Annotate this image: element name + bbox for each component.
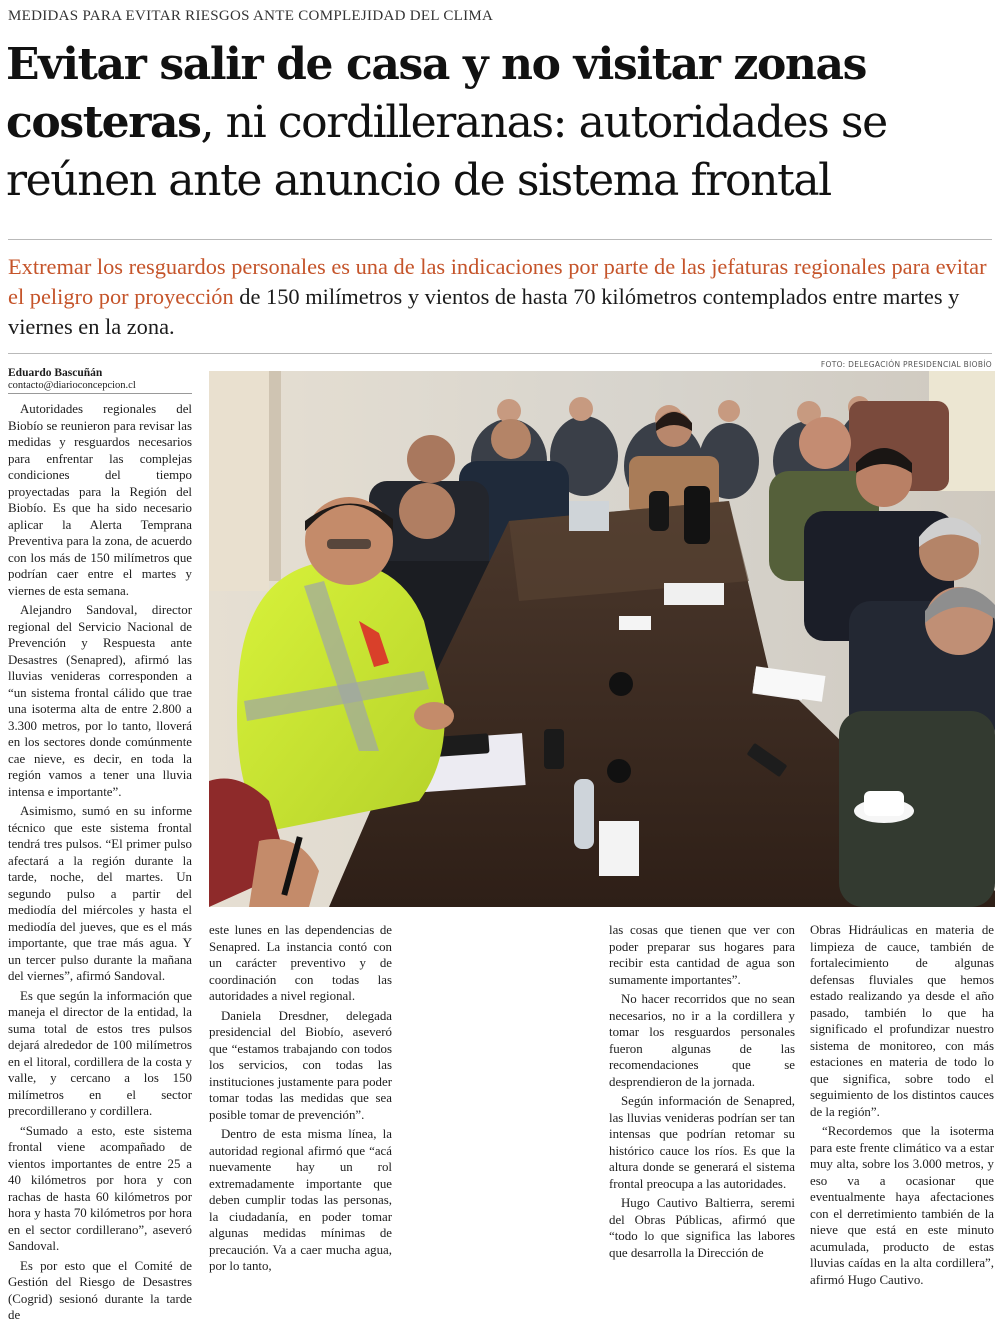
paragraph: Alejandro Sandoval, director regional del Servicio Nacional de Prevención y Respuesta ante Desastres (Senapred), afirmó las lluvias venideras corresponden a “un sistema frontal cálido que trae una isoterma alta de entre 2.800 a 3.300 metros, por lo tanto, lloverá en los sectores donde comúnmente cae nieve, es decir, en toda la región vamos a tener una lluvia intensa e importante”. — [8, 603, 192, 799]
paragraph: Según información de Senapred, las lluvias venideras podrían ser tan intensas que podrían retomar su histórico cauce los ríos. Es que la altura donde se generará el sistema frontal preocupa a las autoridades. — [609, 1094, 795, 1191]
deck-rest: de 150 milímetros y vientos de hasta 70 kilómetros contemplados entre martes y viernes en la zona. — [8, 284, 960, 339]
paragraph: Asimismo, sumó en su informe técnico que este sistema frontal tendrá tres pulsos. “El primer pulso afectará a la región durante la tarde, noche, del martes. Un segundo pulso a partir del mediodía del miércoles y hasta el mediodía del jueves, que es el más importante, que trae más agua. Y un tercer pulso durante la mañana del viernes”, afirmó Sandoval. — [8, 804, 192, 983]
article-column-4 — [810, 922, 994, 1291]
paragraph: “Recordemos que la isoterma para este frente climático va a estar muy alta, sobre los 3.000 metros, y eso va a ocasionar que eventualmente haya afectaciones con el derretimiento también de la nieve que está en este minuto acumulada, producto de estas lluvias caídas en la alta cordillera”, afirmó Hugo Cautivo. — [810, 1124, 994, 1287]
paragraph: Es por esto que el Comité de Gestión del Riesgo de Desastres (Cogrid) sesionó durante la tarde de — [8, 1258, 192, 1322]
deck — [8, 252, 993, 342]
headline — [6, 36, 996, 210]
paragraph: las cosas que tienen que ver con poder preparar sus hogares para recibir esta cantidad de agua son sumamente importantes”. — [609, 923, 795, 987]
meeting-photo — [209, 371, 995, 907]
paragraph: No hacer recorridos que no sean necesarios, no ir a la cordillera y tomar los resguardos personales fueron algunas de las recomendaciones que se desprendieron de la jornada. — [609, 992, 795, 1089]
section-kicker: MEDIDAS PARA EVITAR RIESGOS ANTE COMPLEJIDAD DEL CLIMA — [8, 8, 494, 24]
article-column-1 — [8, 401, 192, 1327]
article-column-2 — [209, 922, 392, 1278]
byline-divider — [8, 393, 192, 394]
headline-bold: Evitar salir de casa y no visitar zonas costeras — [6, 39, 866, 148]
paragraph: Autoridades regionales del Biobío se reunieron para revisar las medidas y resguardos necesarios para enfrentar las complejas condiciones del tiempo proyectadas para la Región del Biobío. Es que ha sido necesario aplicar la Alerta Temprana Preventiva para la zona, de acuerdo con los más de 150 milímetros que podrían caer entre el martes y viernes de esta semana. — [8, 402, 192, 598]
paragraph: este lunes en las dependencias de Senapred. La instancia contó con un carácter preventivo y de coordinación con todas las autoridades a nivel regional. — [209, 923, 392, 1003]
deck-divider — [8, 353, 992, 354]
paragraph: Daniela Dresdner, delegada presidencial del Biobío, aseveró que “estamos trabajando con todos los servicios, con todas las instituciones justamente para poder tomar todas las medidas que sea posible tomar de prevención”. — [209, 1008, 392, 1122]
byline-email[interactable]: contacto@diarioconcepcion.cl — [8, 380, 136, 391]
paragraph: “Sumado a esto, este sistema frontal viene acompañado de vientos importantes de entre 25 a 40 kilómetros por hora y con rachas de hasta 60 kilómetros por hora y hasta 70 kilómetros por hora en el sector cordillerano”, aseveró Sandoval. — [8, 1123, 192, 1253]
byline — [8, 367, 194, 391]
paragraph: Dentro de esta misma línea, la autoridad regional afirmó que “acá nuevamente hay un rol extremadamente importante que deben cumplir todas las personas, la ciudadanía, en poder tomar algunas medidas mínimas de precaución. Va a caer mucha agua, por lo tanto, — [209, 1127, 392, 1273]
article-column-3 — [609, 922, 795, 1264]
byline-author: Eduardo Bascuñán — [8, 367, 103, 379]
deck-accent: Extremar los resguardos personales es una de las indicaciones por parte de las jefaturas regionales para evitar el peligro por proyección — [8, 254, 987, 309]
paragraph: Hugo Cautivo Baltierra, seremi del Obras Públicas, afirmó que “todo lo que significa las labores que desarrolla la Dirección de — [609, 1196, 795, 1260]
headline-rest: , ni cordilleranas: autoridades se reúnen ante anuncio de sistema frontal — [6, 97, 887, 206]
photo-credit: FOTO: DELEGACIÓN PRESIDENCIAL BIOBÍO — [820, 360, 992, 369]
headline-divider — [8, 239, 992, 240]
paragraph: Es que según la información que maneja el director de la entidad, la suma total de estos tres pulsos dejará alrededor de 100 milímetros en el litoral, cordillera de la costa y valle, y cercano a los 150 milímetros en el sector precordillerano y cordillera. — [8, 988, 192, 1118]
paragraph: Obras Hidráulicas en materia de limpieza de cauce, también de fortalecimiento de algunas defensas fluviales que hemos estado realizando ya desde el año pasado, también lo que ha significado el profundizar nuestro sistema de monitoreo, con más estaciones en materia de todo lo que significa, sobre todo el seguimiento de los distintos cauces de la región”. — [810, 923, 994, 1119]
